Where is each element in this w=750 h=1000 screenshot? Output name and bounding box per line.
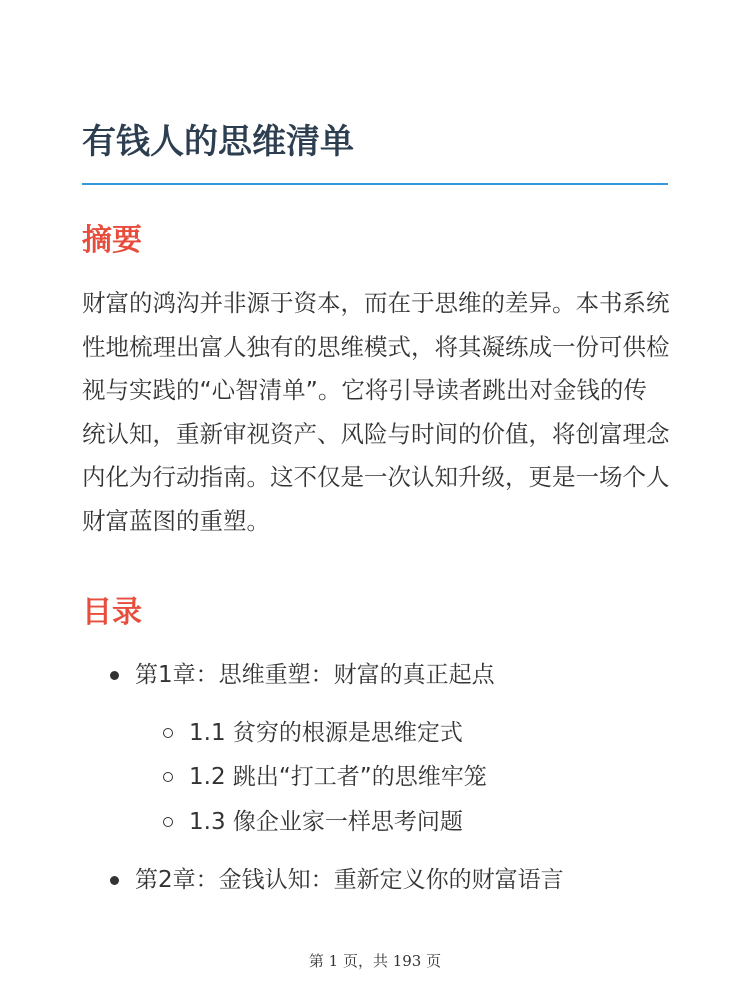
toc-section-1-3[interactable] bbox=[189, 806, 463, 838]
summary-heading: 摘要 bbox=[82, 223, 142, 258]
bullet-circle-icon bbox=[163, 772, 173, 782]
toc-chapter-label: 第1章：思维重塑：财富的真正起点 bbox=[135, 662, 495, 688]
toc-section-label: 1.3 像企业家一样思考问题 bbox=[189, 809, 463, 835]
bullet-circle-icon bbox=[163, 817, 173, 827]
bullet-circle-icon bbox=[163, 728, 173, 738]
toc-chapter-2[interactable] bbox=[135, 864, 564, 896]
book-title: 有钱人的思维清单 bbox=[82, 122, 354, 162]
bullet-disc-icon bbox=[110, 671, 119, 680]
toc-chapter-1[interactable] bbox=[135, 659, 495, 691]
bullet-disc-icon bbox=[110, 876, 119, 885]
summary-paragraph: 财富的鸿沟并非源于资本，而在于思维的差异。本书系统性地梳理出富人独有的思维模式，将其凝练成一份可供检视与实践的“心智清单”。它将引导读者跳出对金钱的传统认知，重新审视资产、风险与时间的价值，将创富理念内化为行动指南。这不仅是一次认知升级，更是一场个人财富蓝图的重塑。 bbox=[82, 289, 670, 535]
toc-chapter-label: 第2章：金钱认知：重新定义你的财富语言 bbox=[135, 867, 564, 893]
page-footer: 第 1 页，共 193 页 bbox=[308, 952, 442, 970]
toc-section-1-1[interactable] bbox=[189, 717, 463, 749]
toc-section-label: 1.1 贫穷的根源是思维定式 bbox=[189, 720, 463, 746]
toc-section-label: 1.2 跳出“打工者”的思维牢笼 bbox=[189, 764, 487, 790]
title-divider bbox=[82, 183, 668, 185]
toc-section-1-2[interactable] bbox=[189, 761, 487, 793]
toc-heading: 目录 bbox=[82, 595, 142, 630]
